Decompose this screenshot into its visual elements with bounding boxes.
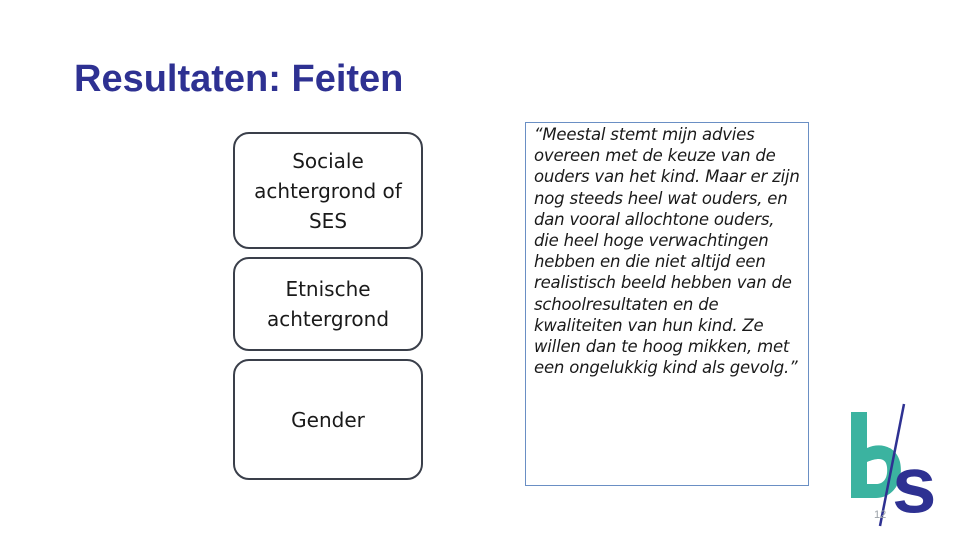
bs-logo-icon [846, 402, 940, 528]
box-gender [233, 359, 423, 480]
quote-box [525, 122, 809, 486]
box-sociale-achtergrond [233, 132, 423, 249]
box-label: Gender [291, 407, 365, 432]
slide-title: Resultaten: Feiten [74, 58, 404, 100]
box-etnische-achtergrond [233, 257, 423, 351]
page-number: 12 [874, 509, 887, 521]
logo-s: s [892, 440, 937, 528]
box-label: Etnische achtergrond [266, 277, 390, 331]
logo-b-stem [851, 412, 867, 498]
quote-text: “Meestal stemt mijn advies overeen met de keuze van de ouders van het kind. Maar er zijn nog steeds heel wat ouders, en dan vooral allochtone ouders, die heel hoge verwachtingen hebben en die niet altijd een realistisch beeld hebben van de schoolresultaten en de kwaliteiten van hun kind. Ze willen dan te hoog mikken, met een ongelukkig kind als gevolg.” [534, 125, 800, 378]
box-label: Sociale achtergrond of SES [254, 148, 402, 233]
